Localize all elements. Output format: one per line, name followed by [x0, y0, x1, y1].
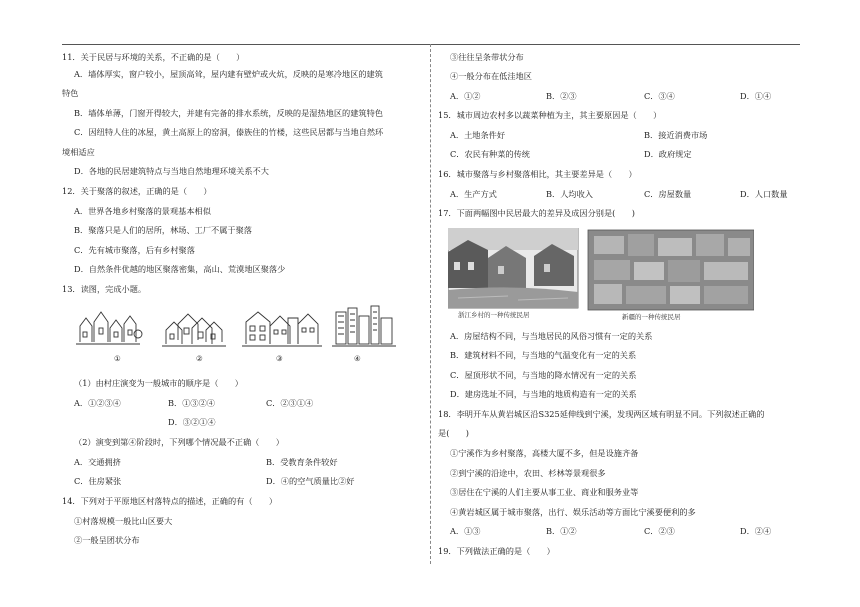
q11-option-b: B．墙体单薄，门窗开得较大，并建有完备的排水系统，反映的是湿热地区的建筑特色: [74, 108, 383, 118]
q12-option-b: B．聚落只是人们的居所，林场、工厂不属于聚落: [74, 225, 252, 235]
q15-option-d: D．政府规定: [644, 149, 692, 159]
q11-option-c-line1: C．因纽特人住的冰屋，黄土高原上的窑洞，傣族住的竹楼，这些民居都与当地自然环: [74, 127, 384, 137]
figure-label-3: ③: [276, 354, 283, 363]
figure-label-1: ①: [114, 354, 121, 363]
xinjiang-house-photo: [588, 230, 754, 310]
settlement-4-drawing: [332, 306, 396, 346]
q13-sub1-option-b: B．①③②④: [168, 398, 215, 408]
column-divider: [430, 44, 431, 564]
q15-option-b: B．接近消费市场: [644, 130, 708, 140]
q16-stem: 16．城市聚落与乡村聚落相比，其主要差异是（ ）: [438, 169, 637, 179]
q18-option-b: B．①②: [546, 526, 577, 536]
q18-stem-line1: 18．李明开车从黄岩城区沿S325延伸线到宁溪，发现两区域有明显不同。下列叙述正确的: [438, 409, 765, 419]
q11-option-a-line2: 特色: [62, 88, 79, 98]
q13-sub2-stem: （2）演变到第④阶段时，下列哪个情况最不正确（ ）: [74, 437, 284, 447]
q18-option-a: A．①③: [450, 526, 481, 536]
q15-stem: 15．城市周边农村多以蔬菜种植为主，其主要原因是（ ）: [438, 110, 662, 120]
q14-stem: 14．下列对于平原地区村落特点的描述，正确的有（ ）: [62, 496, 278, 506]
settlement-drawings: [74, 304, 404, 356]
q14-option-a: A．①②: [450, 91, 481, 101]
q17-option-b: B．建筑材料不同，与当地的气温变化有一定的关系: [450, 350, 637, 360]
q11-stem: 11．关于民居与环境的关系，不正确的是（ ）: [62, 52, 245, 62]
q13-sub1-option-d: D．③②①④: [168, 417, 216, 427]
q14-statement-1: ①村落规模一般比山区要大: [74, 516, 173, 526]
q14-option-b: B．②③: [546, 91, 577, 101]
q11-option-d: D．各地的民居建筑特点与当地自然地理环境关系不大: [74, 166, 269, 176]
q13-sub1-option-a: A．①②③④: [74, 398, 121, 408]
q18-option-c: C．②③: [644, 526, 675, 536]
q13-sub2-option-d: D．④的空气质量比②好: [266, 476, 355, 486]
q15-option-c: C．农民有种菜的传统: [450, 149, 530, 159]
q13-sub2-option-c: C．住房紧张: [74, 476, 122, 486]
q12-option-d: D．自然条件优越的地区聚落密集，高山、荒漠地区聚落少: [74, 264, 286, 274]
q14-option-c: C．③④: [644, 91, 675, 101]
q17-photo-caption-1: 浙江乡村的一种传统民居: [458, 311, 530, 319]
settlement-2-drawing: [162, 314, 226, 346]
settlement-3-drawing: [242, 312, 322, 346]
q19-stem: 19．下列做法正确的是（ ）: [438, 546, 555, 556]
q18-statement-3: ③居住在宁溪的人们主要从事工业、商业和服务业等: [450, 487, 639, 497]
q14-statement-3: ③往往呈条带状分布: [450, 52, 524, 62]
q18-stem-line2: 是( ): [438, 428, 469, 438]
q18-option-d: D．②④: [740, 526, 772, 536]
q15-option-a: A．土地条件好: [450, 130, 506, 140]
q16-option-c: C．房屋数量: [644, 189, 692, 199]
q18-statement-2: ②到宁溪的沿途中，农田、杉林等景观很多: [450, 468, 606, 478]
q13-sub2-option-b: B．受教育条件较好: [266, 457, 338, 467]
settlement-1-drawing: [76, 312, 142, 344]
q13-sub1-option-c: C．②③①④: [266, 398, 314, 408]
q14-option-d: D．①④: [740, 91, 772, 101]
q12-option-a: A．世界各地乡村聚落的景观基本相似: [74, 206, 211, 216]
q17-photo-caption-2: 新疆的一种传统民居: [622, 313, 681, 321]
q13-sub1-stem: （1）由村庄演变为一般城市的顺序是（ ）: [74, 378, 243, 388]
q11-option-a-line1: A．墙体厚实，窗户较小，屋顶高耸，屋内建有壁炉或火炕，反映的是寒冷地区的建筑: [74, 69, 383, 79]
q12-option-c: C．先有城市聚落，后有乡村聚落: [74, 245, 195, 255]
header-rule: [62, 44, 800, 45]
q16-option-d: D．人口数量: [740, 189, 788, 199]
q17-stem: 17．下面两幅图中民居最大的差异及成因分别是( ): [438, 208, 635, 218]
q18-statement-1: ①宁溪作为乡村聚落，高楼大厦不多，但是设施齐备: [450, 448, 639, 458]
figure-label-4: ④: [354, 354, 361, 363]
q16-option-a: A．生产方式: [450, 189, 497, 199]
q17-photos: [448, 228, 754, 322]
settlement-evolution-figure: [74, 304, 404, 356]
q14-statement-4: ④一般分布在低洼地区: [450, 71, 532, 81]
q12-stem: 12．关于聚落的叙述，正确的是（ ）: [62, 186, 212, 196]
q17-option-d: D．建房选址不同，与当地的地质构造有一定的关系: [450, 389, 637, 399]
zhejiang-house-photo: [448, 228, 578, 308]
q17-option-a: A．房屋结构不同，与当地居民的风俗习惯有一定的关系: [450, 331, 653, 341]
q16-option-b: B．人均收入: [546, 189, 593, 199]
q14-statement-2: ②一般呈团状分布: [74, 535, 140, 545]
q11-option-c-line2: 境相适应: [62, 147, 95, 157]
q17-photos-drawing: [448, 228, 754, 322]
figure-label-2: ②: [196, 354, 203, 363]
q13-stem: 13．读图，完成小题。: [62, 284, 147, 294]
q13-sub2-option-a: A．交通拥挤: [74, 457, 121, 467]
q18-statement-4: ④黄岩城区属于城市聚落，出行、娱乐活动等方面比宁溪要便利的多: [450, 507, 696, 517]
q17-option-c: C．屋顶形状不同，与当地的降水情况有一定的关系: [450, 370, 637, 380]
